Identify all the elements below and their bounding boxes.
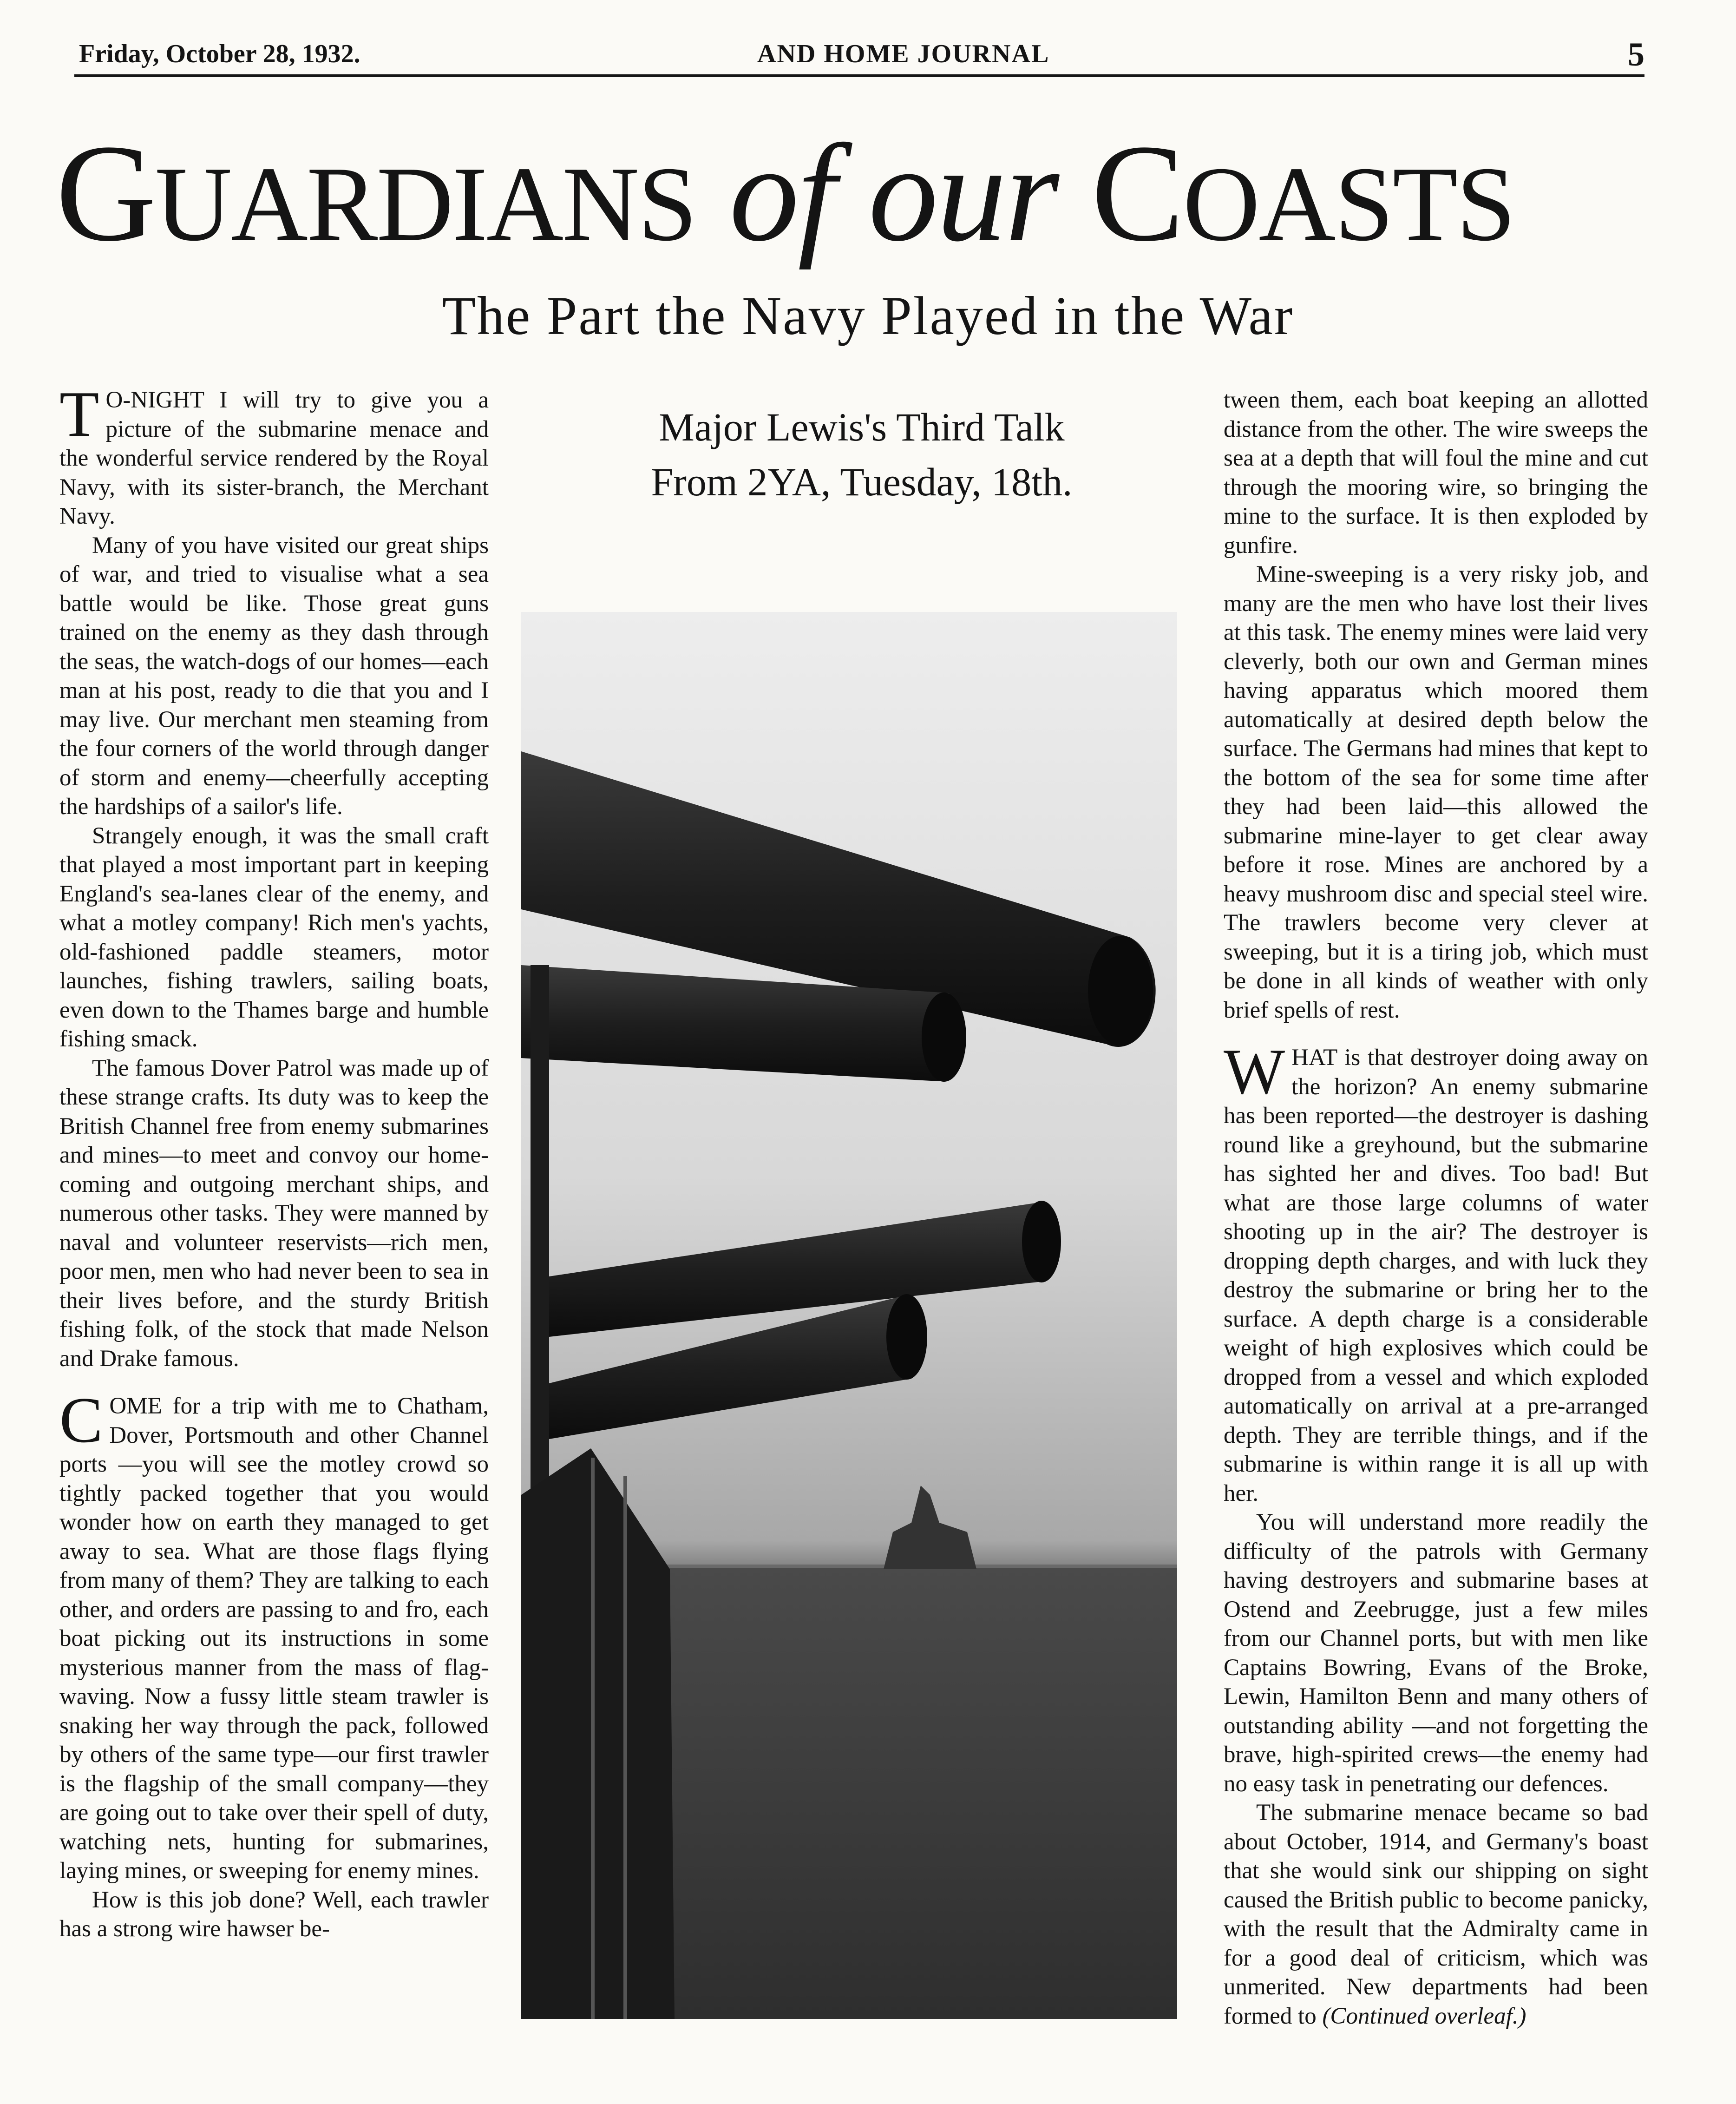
deck-stanchion (623, 1476, 627, 2019)
drop-cap: W (1224, 1036, 1285, 1108)
gun-muzzle (1022, 1201, 1061, 1282)
headline-of-our: of our (729, 116, 1058, 270)
masthead (74, 33, 1644, 77)
paragraph-text: HAT is that destroyer doing away on the horizon? An enemy submarine has been reported—the destroyer is dashing round like a greyhound, but the submarine has sighted her and dives. Too bad! But what are those large columns of water shooting up in the air? The destroyer is dropping depth charges, and with luck they destroy the submarine or bring her to the surface. A depth charge is a considerable weight of high explosives which could be dropped from a vessel and which exploded automatically on arrival at a pre-arranged depth. They are terrible things, and if the submarine is within range it is all up with her. (1224, 1045, 1648, 1506)
warship-guns-photo (521, 612, 1177, 2019)
drop-cap: C (59, 1384, 103, 1456)
paragraph (1224, 1036, 1648, 1508)
gun-muzzle (1088, 936, 1153, 1045)
article-column-left (59, 378, 489, 1944)
headline-uardians: UARDIANS (155, 145, 696, 263)
gun-barrel (549, 1202, 1055, 1337)
paragraph: tween them, each boat keeping an allotted distance from the other. The wire sweeps the sea at a depth that will foul the mine and cut through the mooring wire, so bringing the mine to the surface. It is then exploded by gunfire. (1224, 387, 1648, 559)
page-number: 5 (1628, 36, 1644, 73)
ship-deck-rail (521, 1448, 675, 2019)
paragraph (59, 378, 489, 531)
photo-illustration (521, 612, 1177, 2019)
drop-cap: T (59, 378, 99, 450)
paragraph: You will understand more readily the difficulty of the patrols with Germany having destroyers and submarine bases at Ostend and Zeebrugge, just a few miles from our Channel ports, but with men like Captains Bowring, Evans of the Broke, Lewin, Hamilton Benn and many others of outstanding ability —and not forgetting the brave, high-spirited crews—the enemy had no easy task in penetrating our defences. (1224, 1509, 1648, 1797)
gun-muzzle (922, 993, 966, 1082)
talk-title-line1: Major Lewis's Third Talk (659, 405, 1065, 449)
deck-stanchion (591, 1458, 595, 2019)
paragraph (1224, 1798, 1648, 2031)
continued-note: (Continued overleaf.) (1322, 2003, 1526, 2029)
paragraph: Strangely enough, it was the small craft that played a most important part in keeping England's sea-lanes clear of the enemy, and what a motley company! Rich men's yachts, old-fashioned paddle steamers, motor launches, fishing trawlers, sailing boats, even down to the Thames barge and humble fishing smack. (59, 822, 489, 1052)
headline-g: G (56, 116, 155, 270)
subheadline: The Part the Navy Played in the War (442, 285, 1294, 346)
paragraph: Many of you have visited our great ships of war, and tried to visualise what a sea battle would be like. Those great guns trained on the enemy as they dash through the seas, the watch-dogs of our homes—each man at his post, ready to die that you and I may live. Our merchant men steaming from the four corners of the world through danger of storm and enemy—cheerfully accepting the hardships of a sailor's life. (59, 532, 489, 820)
paragraph-text: OME for a trip with me to Chatham, Dover, Portsmouth and other Channel ports —you will see the motley crowd so tightly packed together that you would wonder how on earth they managed to get away to sea. What are those flags flying from many of them? They are talking to each other, and orders are passing to and fro, each boat picking out its instructions in some mysterious manner from the mass of flag-waving. Now a fussy little steam trawler is snaking her way through the pack, followed by others of the same type—our first trawler is the flagship of the small company—they are going out to take over their spell of duty, watching nets, hunting for submarines, laying mines, or sweeping for enemy mines. (59, 1393, 489, 1884)
paragraph: The famous Dover Patrol was made up of these strange crafts. Its duty was to keep the British Channel free from enemy submarines and mines—to meet and convoy our home-coming and outgoing merchant ships, and numerous other tasks. They were manned by naval and volunteer reservists—rich men, poor men, men who had never been to sea in their lives before, and the sturdy British fishing folk, of the stock that made Nelson and Drake famous. (59, 1055, 489, 1372)
issue-date: Friday, October 28, 1932. (79, 39, 360, 68)
paragraph-text: O-NIGHT I will try to give you a picture of the submarine menace and the wonderful service rendered by the Royal Navy, with its sister-branch, the Merchant Navy. (59, 387, 489, 529)
talk-title (576, 400, 1147, 509)
paragraph-text: The submarine menace became so bad about October, 1914, and Germany's boast that she would sink our shipping on sight caused the British public to become panicky, with the result that the Admiralty came in for a good deal of criticism, which was unmerited. New departments had been formed to (1224, 1800, 1648, 2029)
journal-name: AND HOME JOURNAL (757, 39, 1050, 68)
paragraph: Mine-sweeping is a very risky job, and many are the men who have lost their lives at this task. The enemy mines were laid very cleverly, both our own and German mines having apparatus which moored them automatically at desired depth below the surface. The Germans had mines that kept to the bottom of the sea for some time after they had been laid—this allowed the submarine mine-layer to get clear away before it rose. Mines are anchored by a heavy mushroom disc and special steel wire. The trawlers become very clever at sweeping, but it is a tiring job, which must be done in all kinds of weather with only brief spells of rest. (1224, 561, 1648, 1023)
paragraph: How is this job done? Well, each trawler has a strong wire hawser be- (59, 1887, 489, 1942)
headline-oasts: OASTS (1183, 145, 1514, 263)
gun-muzzle (886, 1294, 927, 1380)
headline (56, 116, 1649, 270)
article-column-right (1224, 386, 1648, 2031)
headline-c: C (1091, 116, 1183, 270)
distant-destroyer (884, 1486, 976, 1569)
talk-title-line2: From 2YA, Tuesday, 18th. (651, 460, 1073, 504)
paragraph (59, 1384, 489, 1886)
